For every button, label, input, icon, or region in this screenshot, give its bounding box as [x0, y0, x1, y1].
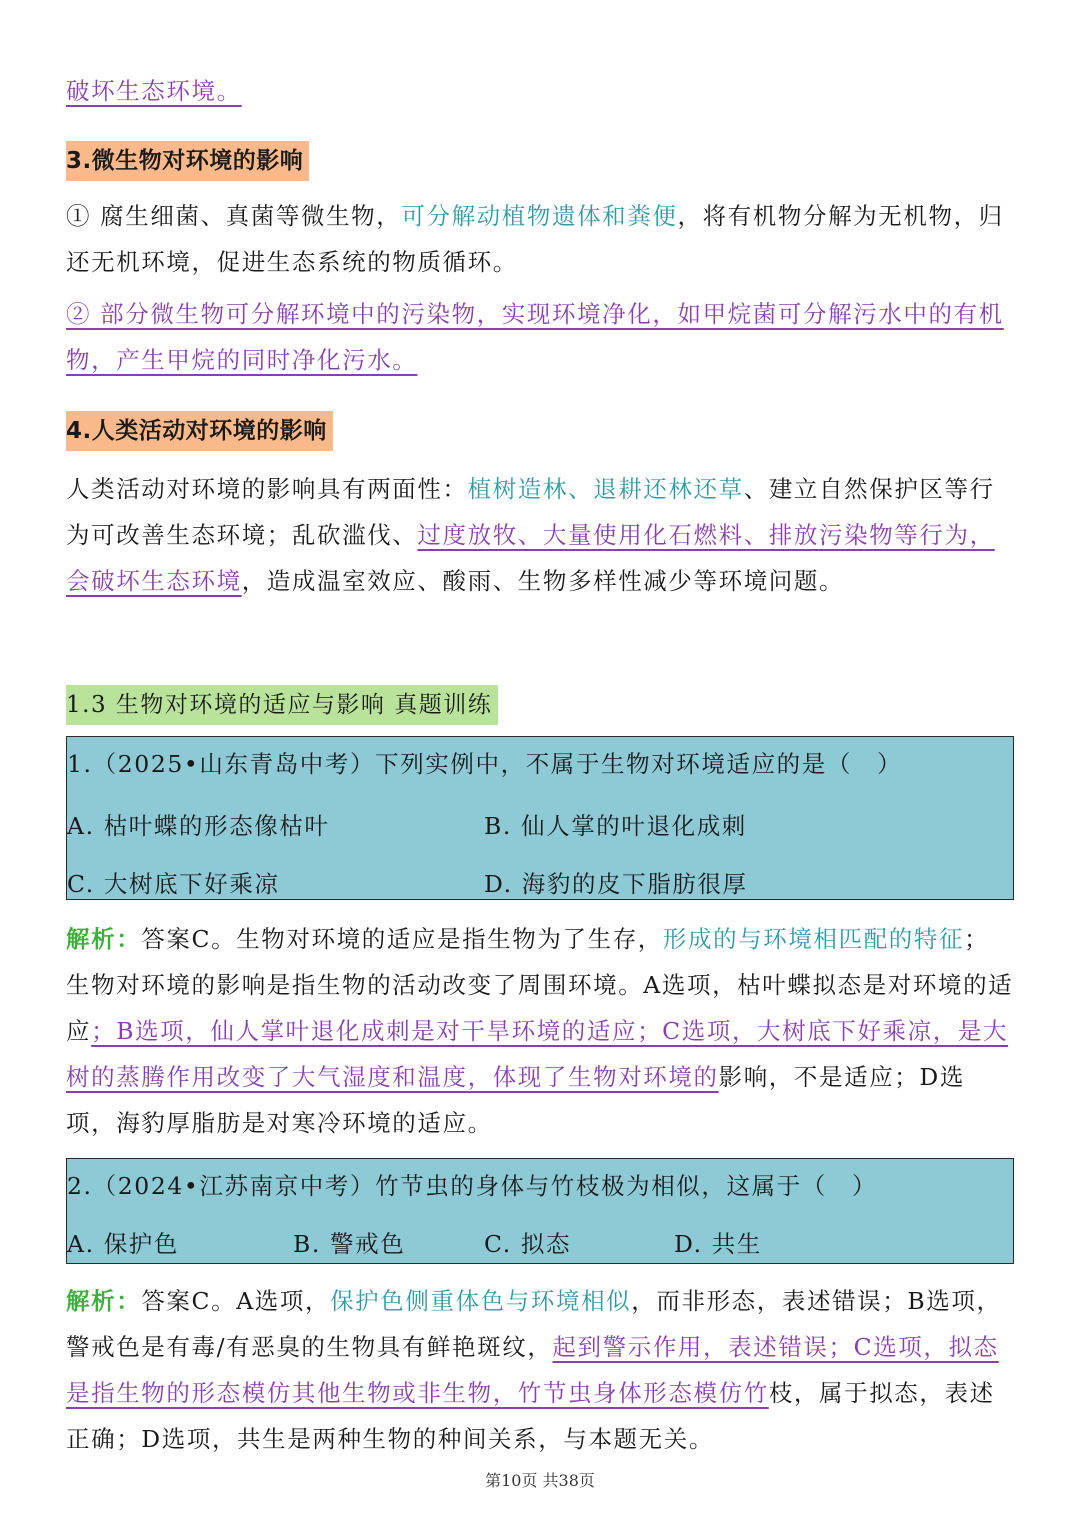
q1-option-c: C. 大树底下好乘凉 [67, 870, 280, 898]
q2-analysis [66, 1278, 1014, 1462]
p1-part-c: ，将有机物分解为无机物，归还无机环境，促进生态系统的物质循环。 [66, 202, 1004, 276]
q1-an-c: ；生物对环境的影响是指生物的活动改变了周围环境。A选项，枯叶蝶拟态是对环境的适应 [66, 925, 1014, 1045]
q1-option-d: D. 海豹的皮下脂肪很厚 [484, 870, 748, 898]
section3-paragraph2 [66, 291, 1014, 383]
q1-an-a: 答案C。生物对环境的适应是指生物为了生存， [141, 925, 663, 953]
section3-paragraph1 [66, 193, 1014, 285]
q2-option-a: A. 保护色 [67, 1230, 180, 1258]
s4-underlined: 过度放牧、大量使用化石燃料、排放污染物等行为，会破坏生态环境 [66, 521, 995, 595]
q1-an-e: 影响，不是适应；D选项，海豹厚脂肪是对寒冷环境的适应。 [66, 1063, 965, 1137]
intro-line [66, 68, 1014, 114]
s4-part-a: 人类活动对环境的影响具有两面性： [66, 475, 468, 503]
q2-an-a: 答案C。A选项， [141, 1287, 331, 1315]
q1-an-underlined: ；B选项，仙人掌叶退化成刺是对干旱环境的适应；C选项，大树底下好乘凉，是大树的蒸腾作用改变了大气湿度和温度，体现了生物对环境的 [66, 1017, 1009, 1091]
q2-an-highlight: 保护色侧重体色与环境相似 [330, 1287, 632, 1315]
q2-analysis-label: 解析： [66, 1287, 142, 1315]
q1-analysis [66, 916, 1014, 1146]
s4-part-e: ，造成温室效应、酸雨、生物多样性减少等环境问题。 [241, 567, 845, 595]
section4-paragraph [66, 466, 1014, 604]
intro-text: 破坏生态环境。 [66, 77, 242, 105]
q1-analysis-label: 解析： [66, 925, 142, 953]
section3-heading: 3.微生物对环境的影响 [66, 141, 309, 181]
p1-part-a: ① 腐生细菌、真菌等微生物， [66, 202, 402, 230]
q1-option-b: B. 仙人掌的叶退化成刺 [484, 812, 747, 840]
section4-heading: 4.人类活动对环境的影响 [66, 411, 333, 451]
q2-an-underlined: 起到警示作用，表述错误；C选项，拟态是指生物的形态模仿其他生物或非生物，竹节虫身体形态模仿竹 [66, 1333, 999, 1407]
q2-option-b: B. 警戒色 [293, 1230, 406, 1258]
q2-an-c: ，而非形态，表述错误；B选项，警戒色是有毒/有恶臭的生物具有鲜艳斑纹， [66, 1287, 1002, 1361]
q2-option-c: C. 拟态 [484, 1230, 572, 1258]
q1-stem: 1.（2025•山东青岛中考）下列实例中，不属于生物对环境适应的是（ ） [67, 750, 903, 778]
question2-box [66, 1158, 1014, 1264]
q2-an-e: 枝，属于拟态，表述正确；D选项，共生是两种生物的种间关系，与本题无关。 [66, 1379, 995, 1453]
s4-part-c: 、建立自然保护区等行为可改善生态环境；乱砍滥伐、 [66, 475, 995, 549]
q1-option-a: A. 枯叶蝶的形态像枯叶 [67, 812, 330, 840]
q1-an-highlight: 形成的与环境相匹配的特征 [662, 925, 965, 953]
question1-box [66, 736, 1014, 900]
p1-highlight: 可分解动植物遗体和粪便 [401, 202, 678, 230]
p2-underlined: ② 部分微生物可分解环境中的污染物，实现环境净化，如甲烷菌可分解污水中的有机物，产生甲烷的同时净化污水。 [66, 300, 1004, 374]
page-number-footer: 第10页 共38页 [485, 1471, 595, 1490]
section13-heading: 1.3 生物对环境的适应与影响 真题训练 [66, 685, 498, 725]
q2-option-d: D. 共生 [674, 1230, 762, 1258]
s4-highlight: 植树造林、退耕还林还草 [467, 475, 744, 503]
q2-stem: 2.（2024•江苏南京中考）竹节虫的身体与竹枝极为相似，这属于（ ） [67, 1172, 878, 1200]
